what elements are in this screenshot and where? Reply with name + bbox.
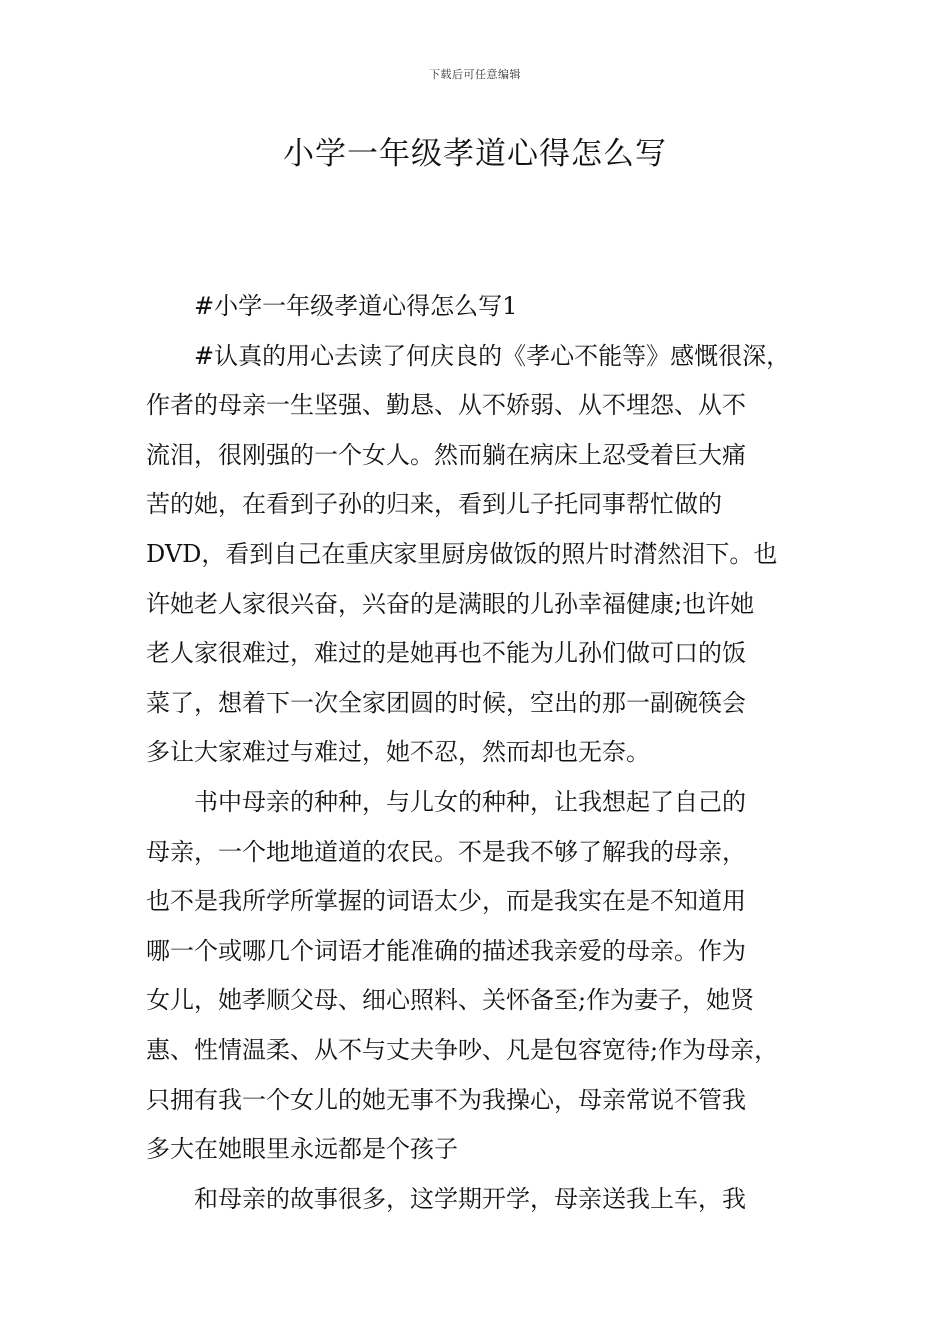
- paragraph: 书中母亲的种种，与儿女的种种，让我想起了自己的 母亲，一个地地道道的农民。不是我不够了解我的母亲， 也不是我所学所掌握的词语太少，而是我实在是不知道用 哪一个或哪几个词语才能准确的描述我亲爱的母亲。作为 女儿，她孝顺父母、细心照料、关怀备至;作为妻子，她贤 惠、性情温柔、从不与丈夫争吵、凡是包容宽待;作为母亲， 只拥有我一个女儿的她无事不为我操心，母亲常说不管我 多大在她眼里永远都是个孩子: [146, 787, 779, 1164]
- paragraph-heading: #小学一年级孝道心得怎么写1: [194, 292, 518, 320]
- document-title: 小学一年级孝道心得怎么写: [283, 136, 667, 172]
- header-note: 下载后可任意编辑: [429, 68, 521, 81]
- document-body: [146, 282, 826, 1224]
- paragraph: 和母亲的故事很多，这学期开学，母亲送我上车，我: [194, 1184, 746, 1213]
- paragraph: #认真的用心去读了何庆良的《孝心不能等》感慨很深， 作者的母亲一生坚强、勤恳、从不娇弱、从不埋怨、从不 流泪，很刚强的一个女人。然而躺在病床上忍受着巨大痛 苦的她，在看到子孙的归来，看到儿子托同事帮忙做的 DVD，看到自己在重庆家里厨房做饭的照片时潸然泪下。也 许她老人家很兴奋，兴奋的是满眼的儿孙幸福健康;也许她 老人家很难过，难过的是她再也不能为儿孙们做可口的饭 菜了，想着下一次全家团圆的时候，空出的那一副碗筷会 多让大家难过与难过，她不忍，然而却也无奈。: [146, 341, 791, 767]
